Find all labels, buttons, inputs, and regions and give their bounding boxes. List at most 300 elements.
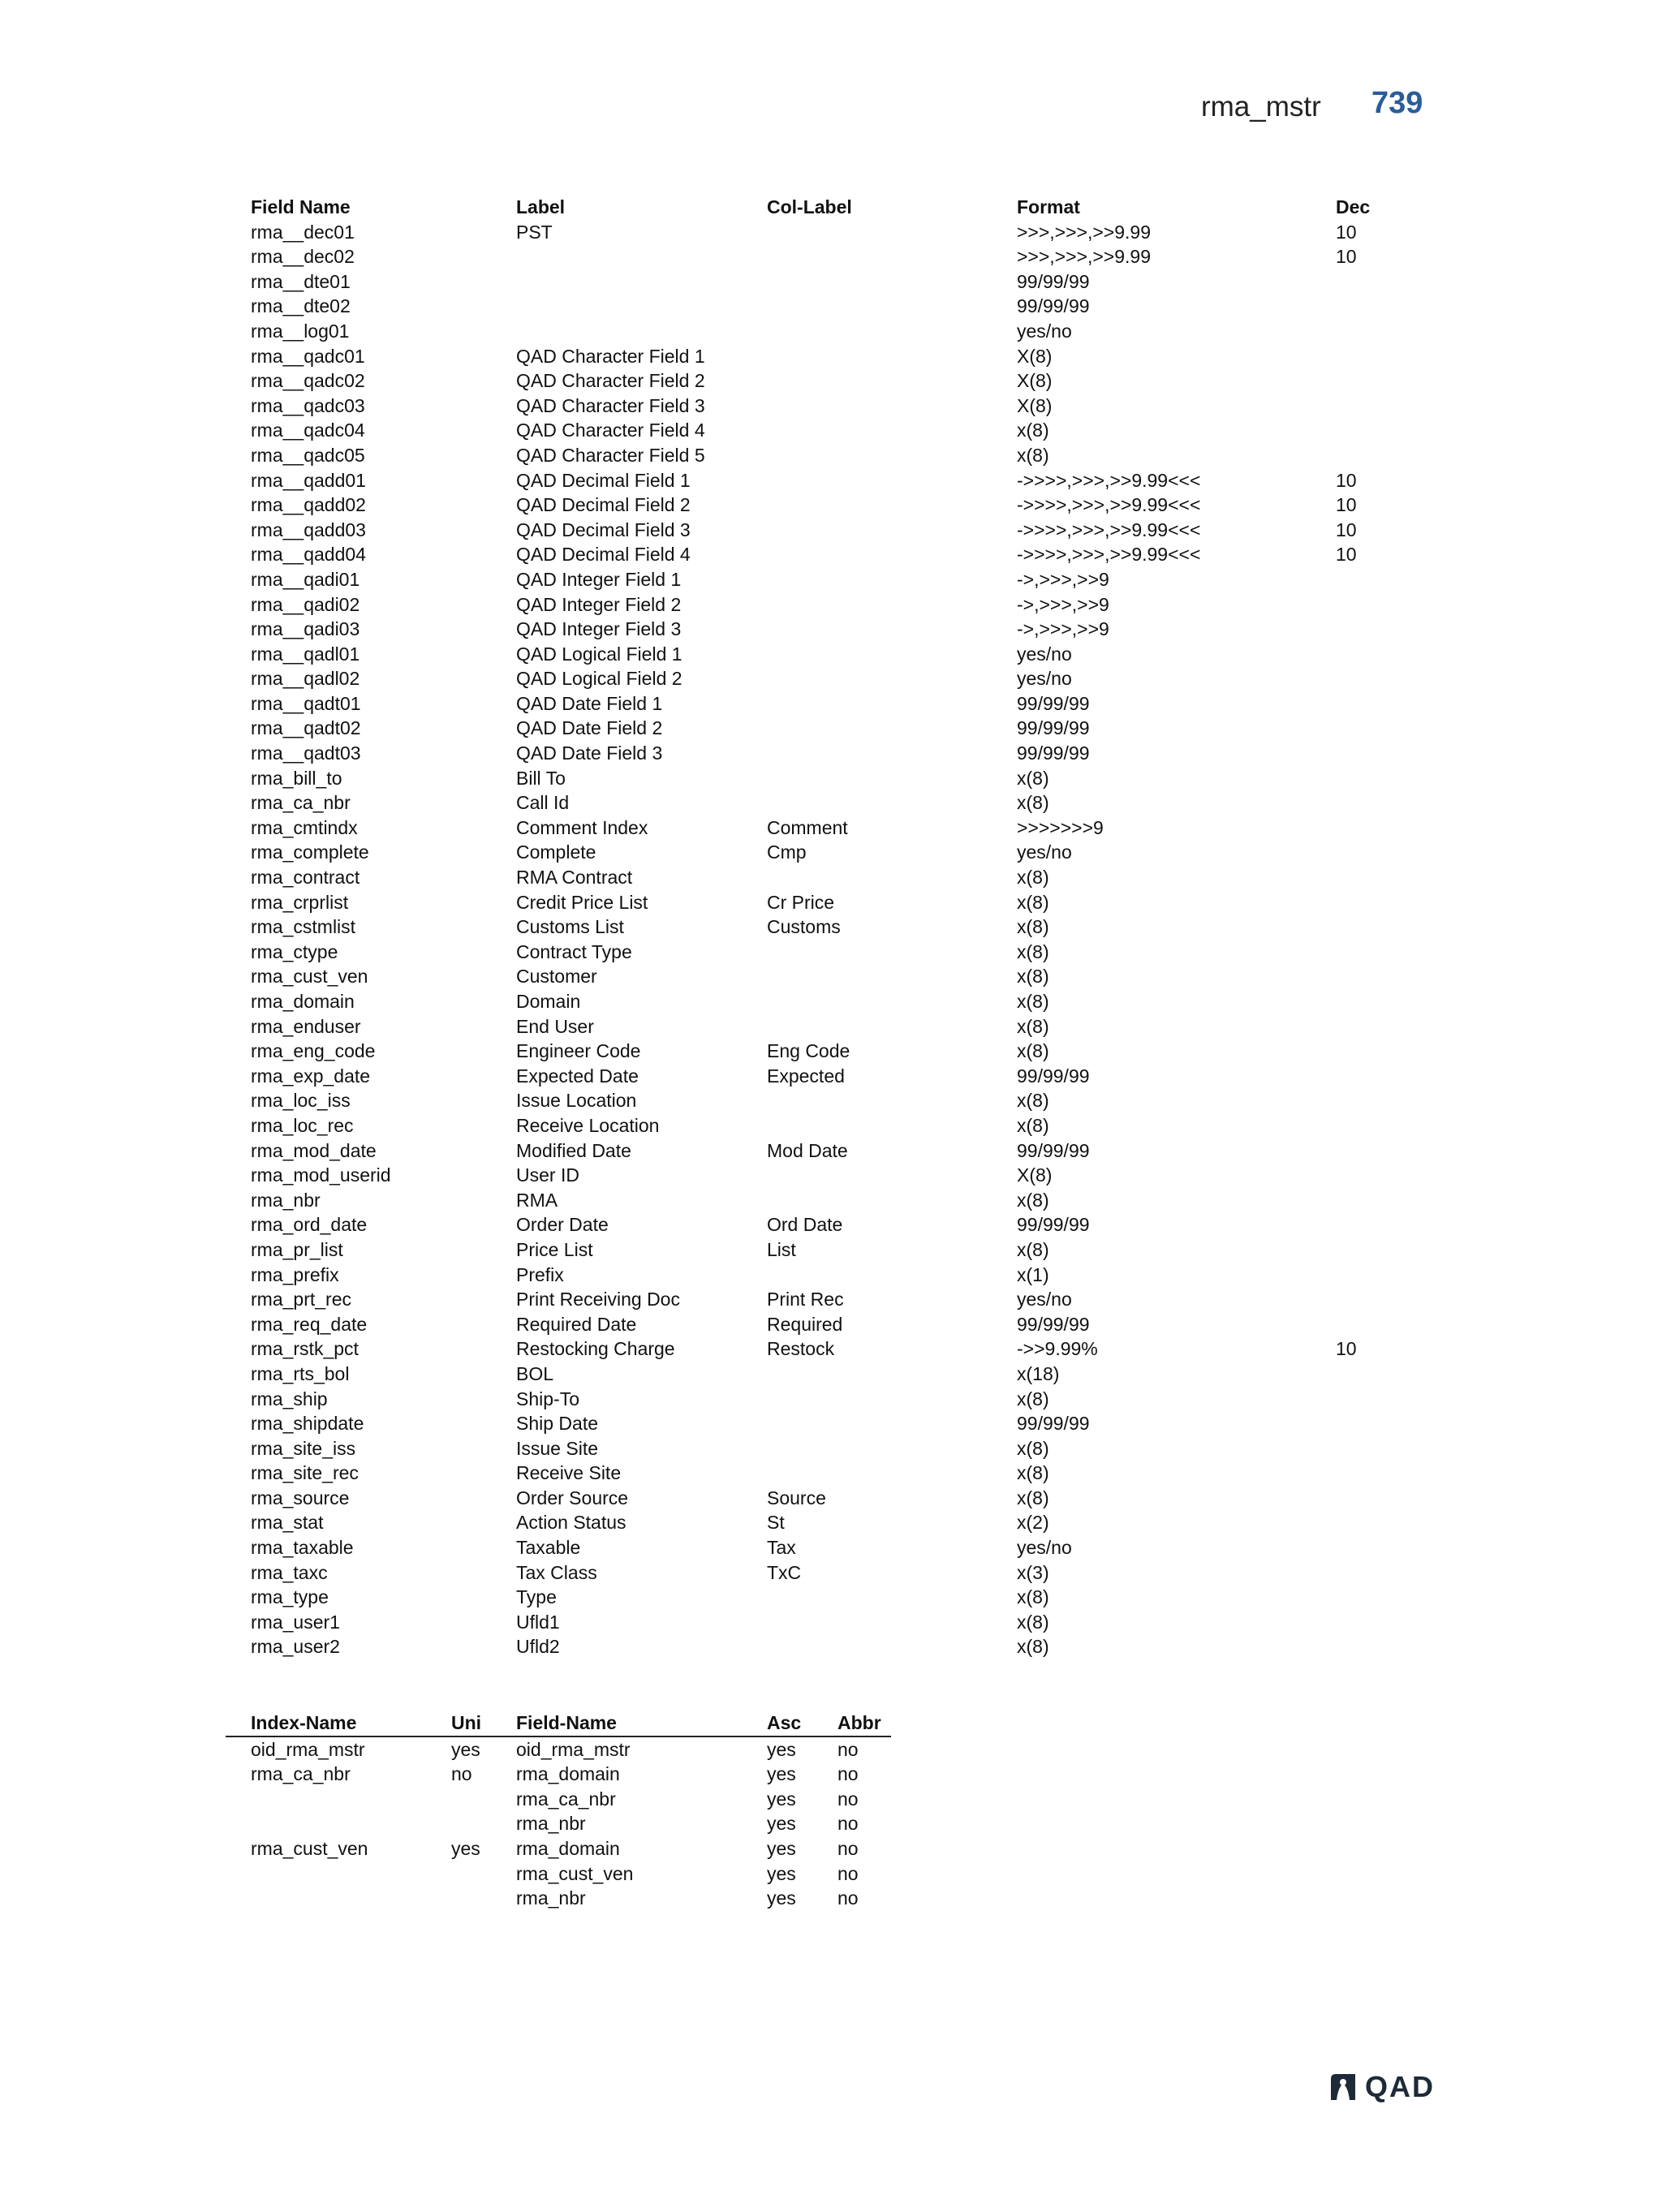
field-name: rma_ctype [251,940,338,962]
field-name: rma_site_rec [251,1462,359,1484]
field-dec: 10 [1336,221,1357,243]
field-name: rma_crprlist [251,891,349,913]
table-row [251,1237,1436,1263]
field-label: QAD Character Field 1 [516,345,705,367]
index-asc: yes [767,1738,796,1760]
field-label: QAD Decimal Field 2 [516,494,691,516]
field-dec: 10 [1336,494,1357,516]
table-row [251,691,1436,717]
index-name: oid_rma_mstr [251,1738,365,1760]
field-format: yes/no [1017,841,1072,863]
field-label: QAD Date Field 3 [516,742,663,764]
field-name: rma_taxable [251,1537,354,1559]
table-row [251,443,1436,468]
table-row [251,1461,1436,1486]
table-name: rma_mstr [1201,91,1321,123]
field-label: Order Source [516,1487,629,1508]
field-name: rma__qadd01 [251,469,366,491]
field-name: rma_eng_code [251,1040,376,1062]
field-label: Engineer Code [516,1040,641,1062]
table-row [251,1411,1436,1436]
field-label: Customs List [516,916,624,938]
field-format: ->,>>>,>>9 [1017,593,1109,615]
field-name: rma__dte01 [251,270,351,292]
field-label: QAD Logical Field 1 [516,643,682,665]
table-row [251,1263,1436,1288]
field-label: Domain [516,991,581,1012]
field-label: Taxable [516,1537,581,1559]
field-format: 99/99/99 [1017,295,1090,317]
field-format: 99/99/99 [1017,1214,1090,1236]
header-format: Format [1017,196,1080,217]
table-row [226,1737,891,1762]
table-row [251,617,1436,642]
index-table-header [226,1711,891,1737]
field-label: QAD Decimal Field 3 [516,519,691,540]
field-format: >>>,>>>,>>9.99 [1017,221,1151,243]
field-label: Receive Site [516,1462,622,1484]
field-name: rma__qadl02 [251,668,360,690]
index-asc: yes [767,1837,796,1859]
field-dec: 10 [1336,519,1357,540]
field-format: x(8) [1017,1611,1049,1633]
field-name: rma_ord_date [251,1214,368,1236]
field-format: x(8) [1017,966,1049,988]
table-row [226,1886,891,1911]
field-format: ->,>>>,>>9 [1017,618,1109,640]
field-label: QAD Decimal Field 4 [516,544,691,566]
field-format: x(8) [1017,1487,1049,1508]
field-name: rma__qadd02 [251,494,366,516]
field-label: BOL [516,1362,554,1384]
field-col-label: Ord Date [767,1214,843,1236]
field-format: x(8) [1017,1015,1049,1037]
index-asc: yes [767,1763,796,1785]
field-label: QAD Character Field 2 [516,370,705,392]
field-format: x(8) [1017,940,1049,962]
field-format: X(8) [1017,370,1053,392]
index-field-name: oid_rma_mstr [516,1738,631,1760]
index-field-name: rma_nbr [516,1887,586,1909]
field-name: rma__dec01 [251,221,355,243]
field-label: Receive Location [516,1114,660,1136]
field-format: x(8) [1017,1238,1049,1260]
field-format: x(8) [1017,1090,1049,1112]
field-format: x(8) [1017,1040,1049,1062]
header-field-name: Field Name [251,196,351,217]
field-label: Credit Price List [516,891,648,913]
field-name: rma__qadc03 [251,394,365,416]
table-row [226,1861,891,1887]
index-abbr: no [837,1862,859,1884]
header-index-field-name: Field-Name [516,1712,617,1733]
field-label: Customer [516,966,597,988]
field-format: >>>>>>>9 [1017,816,1104,838]
field-format: x(8) [1017,792,1049,814]
field-name: rma__qadt01 [251,692,361,714]
field-format: x(18) [1017,1362,1060,1384]
field-format: 99/99/99 [1017,742,1090,764]
header-asc: Asc [767,1712,802,1733]
field-label: Modified Date [516,1139,631,1161]
header-label: Label [516,196,566,217]
field-format: x(8) [1017,991,1049,1012]
field-format: 99/99/99 [1017,1413,1090,1435]
field-name: rma_shipdate [251,1413,364,1435]
field-format: x(8) [1017,1586,1049,1608]
field-name: rma_user1 [251,1611,340,1633]
table-row [251,716,1436,741]
index-asc: yes [767,1788,796,1810]
field-format: ->>>>,>>>,>>9.99<<< [1017,494,1201,516]
table-row [251,418,1436,443]
field-label: Contract Type [516,940,632,962]
fields-table [251,195,1436,1659]
qad-logo-icon [1328,2072,1358,2102]
field-format: 99/99/99 [1017,717,1090,739]
field-name: rma__qadl01 [251,643,360,665]
table-row [251,914,1436,940]
field-col-label: TxC [767,1561,802,1583]
table-row [251,1362,1436,1387]
field-name: rma_type [251,1586,329,1608]
field-label: User ID [516,1164,579,1186]
table-row [251,1088,1436,1113]
field-label: Required Date [516,1313,637,1335]
field-col-label: Cr Price [767,891,835,913]
table-row [251,840,1436,865]
field-name: rma_enduser [251,1015,361,1037]
field-name: rma_cust_ven [251,966,368,988]
field-label: Ship Date [516,1413,599,1435]
field-format: ->>>>,>>>,>>9.99<<< [1017,544,1201,566]
field-col-label: St [767,1512,785,1534]
index-asc: yes [767,1862,796,1884]
field-format: ->>>>,>>>,>>9.99<<< [1017,519,1201,540]
field-col-label: Print Rec [767,1289,844,1310]
field-name: rma_cmtindx [251,816,358,838]
field-col-label: Customs [767,916,841,938]
field-label: RMA [516,1189,558,1211]
field-label: Issue Site [516,1437,598,1459]
field-format: yes/no [1017,668,1072,690]
field-name: rma_bill_to [251,767,342,789]
table-row [251,1163,1436,1188]
table-row [251,741,1436,766]
field-col-label: Tax [767,1537,796,1559]
field-dec: 10 [1336,1338,1357,1360]
field-name: rma_site_iss [251,1437,356,1459]
field-name: rma__qadc02 [251,370,365,392]
table-row [251,1188,1436,1213]
table-row [251,394,1436,419]
field-name: rma_loc_iss [251,1090,351,1112]
field-label: Bill To [516,767,566,789]
field-name: rma_domain [251,991,355,1012]
field-name: rma_nbr [251,1189,321,1211]
field-label: QAD Character Field 5 [516,444,705,466]
field-name: rma_mod_userid [251,1164,391,1186]
table-row [251,1138,1436,1164]
table-row [251,1436,1436,1461]
field-name: rma_pr_list [251,1238,343,1260]
field-label: QAD Character Field 4 [516,420,705,441]
index-abbr: no [837,1837,859,1859]
table-row [251,1535,1436,1560]
field-format: ->,>>>,>>9 [1017,568,1109,590]
field-format: yes/no [1017,643,1072,665]
field-col-label: Eng Code [767,1040,850,1062]
field-format: x(8) [1017,1462,1049,1484]
field-col-label: Mod Date [767,1139,848,1161]
field-name: rma__dec02 [251,246,355,268]
fields-table-header [251,195,1436,220]
table-row [251,1113,1436,1138]
field-format: x(2) [1017,1512,1049,1534]
field-name: rma_ca_nbr [251,792,351,814]
field-format: x(8) [1017,1114,1049,1136]
field-dec: 10 [1336,469,1357,491]
table-row [251,244,1436,269]
field-label: Tax Class [516,1561,597,1583]
table-row [251,865,1436,890]
field-name: rma_rts_bol [251,1362,350,1384]
table-row [226,1836,891,1861]
field-name: rma_stat [251,1512,324,1534]
field-format: x(8) [1017,916,1049,938]
field-name: rma__qadc04 [251,420,365,441]
field-label: Expected Date [516,1065,639,1087]
table-row [251,1560,1436,1586]
field-name: rma_ship [251,1388,328,1409]
field-label: Ship-To [516,1388,579,1409]
field-name: rma__dte02 [251,295,351,317]
field-label: QAD Logical Field 2 [516,668,682,690]
field-name: rma__qadi01 [251,568,360,590]
field-format: 99/99/99 [1017,270,1090,292]
field-name: rma_loc_rec [251,1114,354,1136]
index-field-name: rma_cust_ven [516,1862,634,1884]
index-name: rma_cust_ven [251,1837,368,1859]
field-format: yes/no [1017,1289,1072,1310]
field-label: QAD Integer Field 2 [516,593,682,615]
field-label: QAD Date Field 2 [516,717,663,739]
field-name: rma_contract [251,867,360,889]
field-format: >>>,>>>,>>9.99 [1017,246,1151,268]
table-row [251,518,1436,543]
field-label: End User [516,1015,594,1037]
page-number: 739 [1371,86,1423,120]
table-row [226,1811,891,1836]
field-col-label: Expected [767,1065,845,1087]
field-name: rma__qadi02 [251,593,360,615]
index-field-name: rma_domain [516,1763,620,1785]
field-format: X(8) [1017,345,1053,367]
field-label: QAD Integer Field 1 [516,568,682,590]
table-row [251,1287,1436,1312]
field-label: Complete [516,841,596,863]
field-format: x(8) [1017,867,1049,889]
field-label: Issue Location [516,1090,637,1112]
field-format: x(1) [1017,1263,1049,1285]
field-label: QAD Decimal Field 1 [516,469,691,491]
field-col-label: Comment [767,816,848,838]
table-row [251,493,1436,518]
field-label: Price List [516,1238,593,1260]
field-format: 99/99/99 [1017,1139,1090,1161]
field-name: rma_mod_date [251,1139,377,1161]
table-row [226,1787,891,1812]
index-abbr: no [837,1788,859,1810]
table-row [251,592,1436,618]
table-row [251,368,1436,394]
field-format: x(8) [1017,420,1049,441]
field-format: yes/no [1017,320,1072,342]
index-abbr: no [837,1738,859,1760]
field-dec: 10 [1336,544,1357,566]
field-label: QAD Character Field 3 [516,394,705,416]
index-abbr: no [837,1763,859,1785]
field-name: rma__qadt02 [251,717,361,739]
field-label: RMA Contract [516,867,633,889]
field-format: x(8) [1017,1437,1049,1459]
field-name: rma_rstk_pct [251,1338,359,1360]
field-col-label: List [767,1238,796,1260]
index-name: rma_ca_nbr [251,1763,351,1785]
table-row [251,269,1436,295]
table-row [251,319,1436,344]
table-row [251,890,1436,915]
field-format: 99/99/99 [1017,1065,1090,1087]
field-label: Order Date [516,1214,609,1236]
field-format: x(8) [1017,444,1049,466]
table-row [251,1312,1436,1337]
index-table-body [226,1737,891,1911]
field-col-label: Required [767,1313,843,1335]
field-label: Ufld2 [516,1636,560,1658]
index-abbr: no [837,1887,859,1909]
table-row [251,989,1436,1014]
field-format: x(8) [1017,1189,1049,1211]
field-format: x(8) [1017,1636,1049,1658]
index-asc: yes [767,1813,796,1835]
index-unique: yes [451,1837,480,1859]
table-row [251,1510,1436,1535]
table-row [251,468,1436,493]
index-abbr: no [837,1813,859,1835]
field-label: Print Receiving Doc [516,1289,680,1310]
table-row [251,1039,1436,1064]
table-row [251,1064,1436,1089]
table-row [251,940,1436,965]
table-row [251,790,1436,816]
table-row [251,964,1436,989]
field-label: PST [516,221,553,243]
field-name: rma_req_date [251,1313,368,1335]
field-name: rma_complete [251,841,369,863]
field-format: ->>>>,>>>,>>9.99<<< [1017,469,1201,491]
field-name: rma__qadc01 [251,345,365,367]
field-name: rma__log01 [251,320,350,342]
field-format: x(8) [1017,891,1049,913]
table-row [251,816,1436,841]
table-row [251,1336,1436,1362]
field-name: rma__qadd03 [251,519,366,540]
field-col-label: Restock [767,1338,835,1360]
table-row [251,766,1436,791]
field-name: rma_prefix [251,1263,339,1285]
field-format: yes/no [1017,1537,1072,1559]
field-format: 99/99/99 [1017,1313,1090,1335]
index-asc: yes [767,1887,796,1909]
table-row [251,294,1436,319]
field-format: x(8) [1017,1388,1049,1409]
table-row [251,1486,1436,1511]
field-name: rma__qadt03 [251,742,361,764]
field-name: rma__qadc05 [251,444,365,466]
index-table [226,1711,891,1911]
table-row [251,1014,1436,1039]
field-format: x(3) [1017,1561,1049,1583]
index-field-name: rma_nbr [516,1813,586,1835]
field-label: Type [516,1586,557,1608]
header-index-name: Index-Name [251,1712,357,1733]
table-row [251,1387,1436,1412]
field-format: X(8) [1017,394,1053,416]
logo-text: QAD [1365,2070,1435,2103]
fields-table-body [251,220,1436,1659]
field-label: Ufld1 [516,1611,560,1633]
index-field-name: rma_domain [516,1837,620,1859]
field-name: rma_user2 [251,1636,340,1658]
field-col-label: Source [767,1487,826,1508]
table-row [251,344,1436,369]
field-name: rma_prt_rec [251,1289,351,1310]
table-row [251,542,1436,567]
field-label: QAD Date Field 1 [516,692,663,714]
field-format: X(8) [1017,1164,1053,1186]
index-unique: no [451,1763,472,1785]
table-row [226,1762,891,1787]
field-format: 99/99/99 [1017,692,1090,714]
table-row [251,1212,1436,1237]
field-name: rma_cstmlist [251,916,356,938]
field-name: rma__qadd04 [251,544,366,566]
index-unique: yes [451,1738,480,1760]
field-label: Restocking Charge [516,1338,675,1360]
table-row [251,220,1436,245]
field-label: Comment Index [516,816,648,838]
header-uni: Uni [451,1712,482,1733]
table-row [251,642,1436,667]
field-label: Prefix [516,1263,564,1285]
field-col-label: Cmp [767,841,807,863]
table-row [251,1634,1436,1659]
field-label: Call Id [516,792,570,814]
field-format: ->>9.99% [1017,1338,1098,1360]
header-abbr: Abbr [837,1712,881,1733]
index-field-name: rma_ca_nbr [516,1788,616,1810]
field-name: rma__qadi03 [251,618,360,640]
table-row [251,666,1436,691]
table-row [251,1610,1436,1635]
table-row [251,567,1436,592]
table-row [251,1585,1436,1610]
field-dec: 10 [1336,246,1357,268]
header-dec: Dec [1336,196,1371,217]
qad-logo [1328,2071,1448,2103]
page-header [1201,86,1461,131]
